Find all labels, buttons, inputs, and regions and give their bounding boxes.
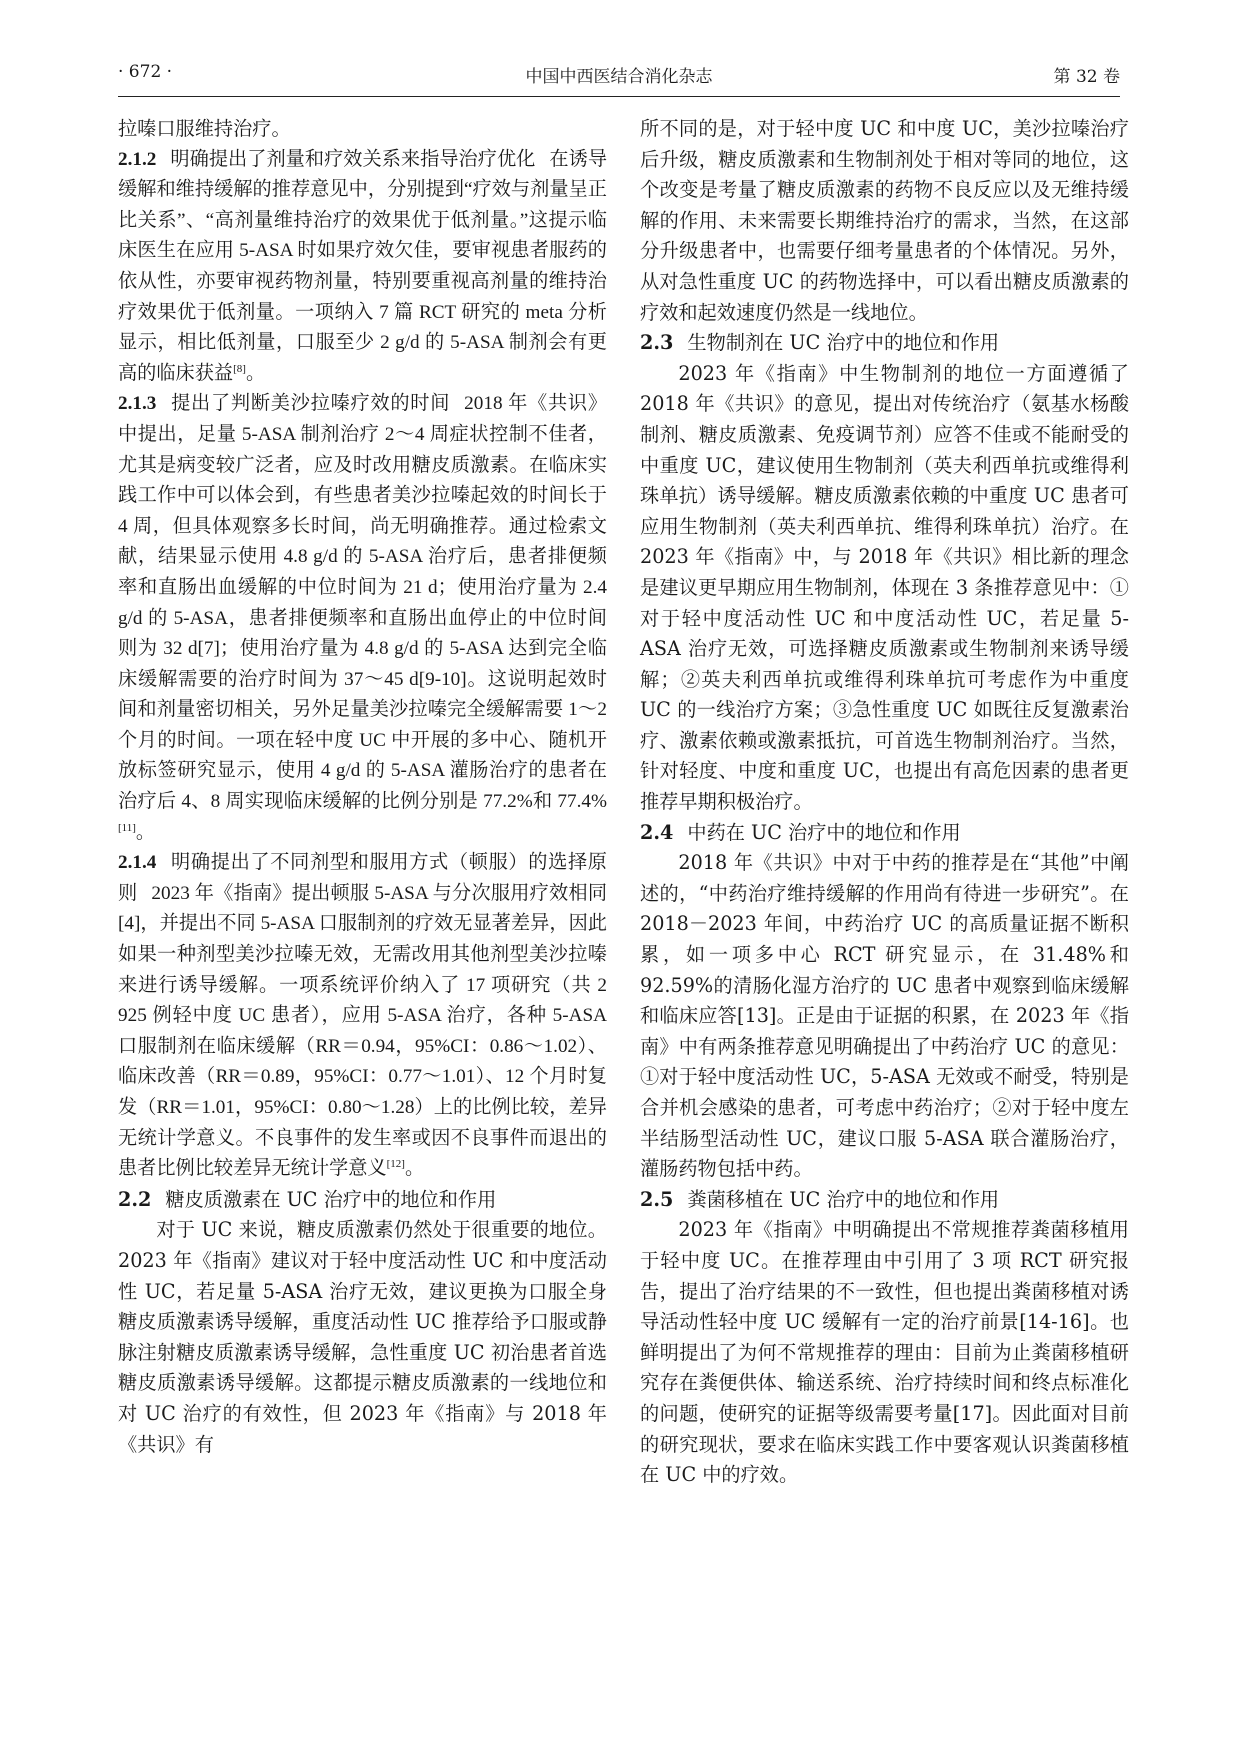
paragraph-tail: 。 (245, 362, 266, 384)
paragraph-text: 2023 年《指南》中生物制剂的地位一方面遵循了 2018 年《共识》的意见，提出对传统治疗（氨基水杨酸制剂、糖皮质激素、免疫调节剂）应答不佳或不能耐受的中重度 UC，建议使用生物制剂（英夫利西单抗或维得利珠单抗）诱导缓解。糖皮质激素依赖的中重度 UC 患者可应用生物制剂（英夫利西单抗、维得利珠单抗）治疗。在 2023 年《指南》中，与 2018 年《共识》相比新的理念是建议更早期应用生物制剂，体现在 3 条推荐意见中：①对于轻中度活动性 UC 和中度活动性 UC，若足量 5-ASA 治疗无效，可选择糖皮质激素或生物制剂来诱导缓解；②英夫利西单抗或维得利珠单抗可考虑作为中重度 UC 的一线治疗方案；③急性重度 UC 如既往反复激素治疗、激素依赖或激素抵抗，可首选生物制剂治疗。当然，针对轻度、中度和重度 UC，也提出有高危因素的患者更推荐早期积极治疗。 (640, 361, 1129, 814)
section-title: 中药在 UC 治疗中的地位和作用 (687, 820, 961, 844)
body-paragraph (640, 359, 1129, 818)
section-number: 2.4 (640, 820, 674, 844)
section-number: 2.2 (118, 1187, 152, 1211)
journal-title: 中国中西医结合消化杂志 (525, 67, 713, 87)
subsection-title: 明确提出了剂量和疗效关系来指导治疗优化 (170, 148, 536, 170)
paragraph-tail: 。 (135, 821, 156, 843)
section-title: 糖皮质激素在 UC 治疗中的地位和作用 (165, 1187, 497, 1211)
paragraph-text: 2023 年《指南》中明确提出不常规推荐粪菌移植用于轻中度 UC。在推荐理由中引用了 3 项 RCT 研究报告，提出了治疗结果的不一致性，但也提出粪菌移植对诱导活动性轻中度 UC 缓解有一定的治疗前景[14-16]。也鲜明提出了为何不常规推荐的理由：目前为止粪菌移植研究存在粪便供体、输送系统、治疗持续时间和终点标准化的问题，使研究的证据等级需要考量[17]。因此面对目前的研究现状，要求在临床实践工作中要客观认识粪菌移植在 UC 中的疗效。 (640, 1218, 1129, 1487)
right-column (640, 114, 1129, 1491)
paragraph-tail: 。 (404, 1158, 425, 1180)
continued-paragraph (118, 114, 607, 145)
paragraph-text: 所不同的是，对于轻中度 UC 和中度 UC，美沙拉嗪治疗后升级，糖皮质激素和生物制剂处于相对等同的地位，这个改变是考量了糖皮质激素的药物不良反应以及无维持缓解的作用、未来需要长期维持治疗的需求，当然，在这部分升级患者中，也需要仔细考量患者的个体情况。另外，从对急性重度 UC 的药物选择中，可以看出糖皮质激素的疗效和起效速度仍然是一线地位。 (640, 117, 1129, 324)
left-column (118, 114, 607, 1460)
paragraph-text: 在诱导缓解和维持缓解的推荐意见中，分别提到“疗效与剂量呈正比关系”、“高剂量维持治疗的效果优于低剂量。”这提示临床医生在应用 5-ASA 时如果疗效欠佳，要审视患者服药的依从性，亦要审视药物剂量，特别要重视高剂量的维持治疗效果优于低剂量。一项纳入 7 篇 RCT 研究的 meta 分析显示，相比低剂量，口服至少 2 g/d 的 5-ASA 制剂会有更高的临床获益 (118, 148, 608, 384)
section-heading (640, 818, 1129, 849)
paragraph-text: 拉嗪口服维持治疗。 (118, 117, 291, 140)
continued-paragraph (640, 114, 1129, 328)
subsection-number: 2.1.4 (118, 852, 157, 874)
subsection-number: 2.1.3 (118, 393, 157, 415)
body-paragraph (118, 1215, 607, 1460)
section-heading (640, 1185, 1129, 1216)
paragraph-text: 对于 UC 来说，糖皮质激素仍然处于很重要的地位。2023 年《指南》建议对于轻中度活动性 UC 和中度活动性 UC，若足量 5-ASA 治疗无效，建议更换为口服全身糖皮质激素诱导缓解，重度活动性 UC 推荐给予口服或静脉注射糖皮质激素诱导缓解，急性重度 UC 初治患者首选糖皮质激素诱导缓解。这都提示糖皮质激素的一线地位和对 UC 治疗的有效性，但 2023 年《指南》与 2018 年《共识》有 (118, 1218, 607, 1456)
section-number: 2.3 (640, 331, 674, 355)
subsection-title: 明确提出了不同剂型和服用方式（顿服）的选择原则 (118, 852, 607, 904)
header-rule (118, 96, 1120, 97)
subsection-paragraph (118, 848, 607, 1185)
body-paragraph (640, 1215, 1129, 1490)
section-number: 2.5 (640, 1187, 674, 1211)
volume-label: 第 32 卷 (1053, 67, 1120, 87)
paragraph-text: 2018 年《共识》中对于中药的推荐是在“其他”中阐述的，“中药治疗维持缓解的作用尚有待进一步研究”。在 2018－2023 年间，中药治疗 UC 的高质量证据不断积累，如一项多中心 RCT 研究显示，在 31.48%和 92.59%的清肠化湿方治疗的 UC 患者中观察到临床缓解和临床应答[13]。正是由于证据的积累，在 2023 年《指南》中有两条推荐意见明确提出了中药治疗 UC 的意见：①对于轻中度活动性 UC，5-ASA 无效或不耐受，特别是合并机会感染的患者，可考虑中药治疗；②对于轻中度左半结肠型活动性 UC，建议口服 5-ASA 联合灌肠治疗，灌肠药物包括中药。 (640, 851, 1129, 1181)
subsection-paragraph (118, 145, 607, 390)
citation-ref: [11] (118, 821, 136, 834)
subsection-number: 2.1.2 (118, 148, 157, 170)
citation-ref: [8] (233, 362, 246, 375)
section-title: 粪菌移植在 UC 治疗中的地位和作用 (687, 1187, 1000, 1211)
paragraph-text: 2018 年《共识》中提出，足量 5-ASA 制剂治疗 2～4 周症状控制不佳者，尤其是病变较广泛者，应及时改用糖皮质激素。在临床实践工作中可以体会到，有些患者美沙拉嗪起效的时间长于 4 周，但具体观察多长时间，尚无明确推荐。通过检索文献，结果显示使用 4.8 g/d 的 5-ASA 治疗后，患者排便频率和直肠出血缓解的中位时间为 21 d；使用治疗量为 2.4 g/d 的 5-ASA，患者排便频率和直肠出血停止的中位时间则为 32 d[7]；使用治疗量为 4.8 g/d 的 5-ASA 达到完全临床缓解需要的治疗时间为 37～45 d[9-10]。这说明起效时间和剂量密切相关，另外足量美沙拉嗪完全缓解需要 1～2 个月的时间。一项在轻中度 UC 中开展的多中心、随机开放标签研究显示，使用 4 g/d 的 5-ASA 灌肠治疗的患者在治疗后 4、8 周实现临床缓解的比例分别是 77.2%和 77.4% (118, 393, 608, 813)
citation-ref: [12] (386, 1158, 405, 1171)
page-number: · 672 · (118, 62, 173, 82)
section-heading (118, 1185, 607, 1216)
subsection-title: 提出了判断美沙拉嗪疗效的时间 (170, 393, 451, 415)
section-title: 生物制剂在 UC 治疗中的地位和作用 (687, 331, 1000, 355)
paragraph-text: 2023 年《指南》提出顿服 5-ASA 与分次服用疗效相同[4]，并提出不同 5-ASA 口服制剂的疗效无显著差异，因此如果一种剂型美沙拉嗪无效，无需改用其他剂型美沙拉嗪来进行诱导缓解。一项系统评价纳入了 17 项研究（共 2 925 例轻中度 UC 患者），应用 5-ASA 治疗，各种 5-ASA 口服制剂在临床缓解（RR＝0.94，95%CI：0.86～1.02）、临床改善（RR＝0.89，95%CI：0.77～1.01）、12 个月时复发（RR＝1.01，95%CI：0.80～1.28）上的比例比较，差异无统计学意义。不良事件的发生率或因不良事件而退出的患者比例比较差异无统计学意义 (118, 882, 608, 1180)
subsection-paragraph (118, 389, 607, 848)
body-paragraph (640, 848, 1129, 1185)
running-header (118, 62, 1120, 92)
section-heading (640, 328, 1129, 359)
